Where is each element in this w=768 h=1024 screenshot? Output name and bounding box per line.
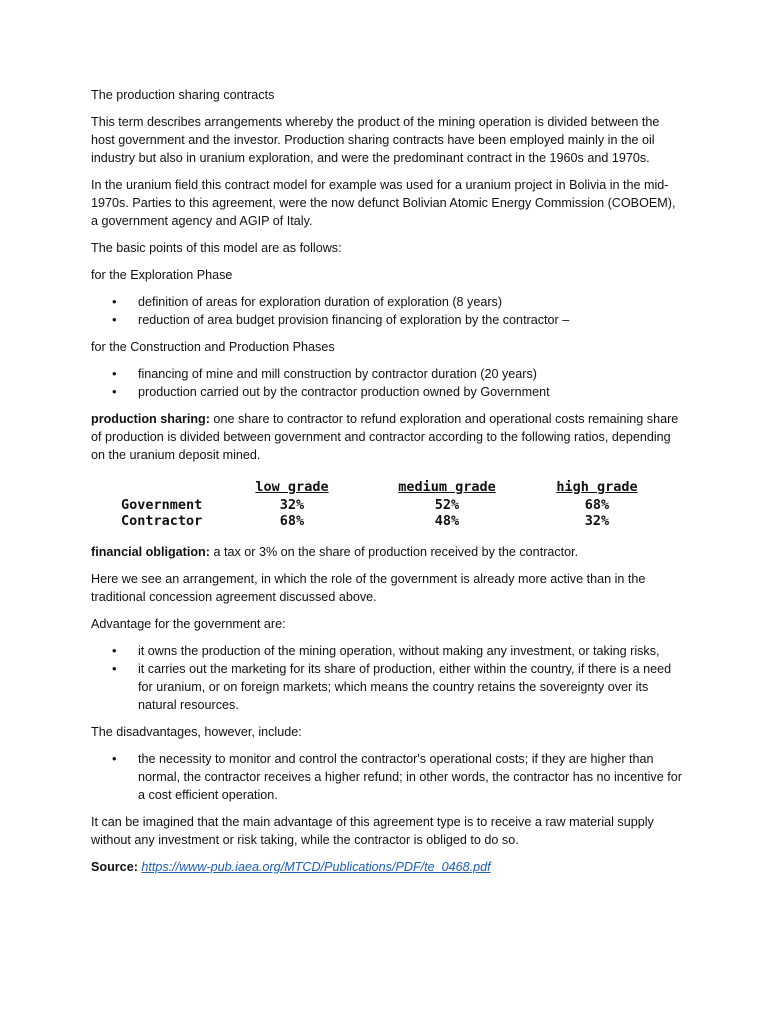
- list-item: • the necessity to monitor and control the contractor's operational costs; if they are higher than normal, the contractor receives a higher refund; in other words, the contractor has no incentive for a cost efficient operation.: [91, 750, 683, 804]
- production-sharing-label: production sharing:: [91, 412, 210, 426]
- row-label-government: Government: [121, 497, 203, 513]
- row-label-contractor: Contractor: [121, 513, 203, 529]
- table-row: [121, 497, 641, 513]
- conclusion-paragraph: It can be imagined that the main advantage of this agreement type is to receive a raw material supply without any investment or risk taking, while the contractor is obliged to do so.: [91, 815, 654, 847]
- production-sharing-text: one share to contractor to refund exploration and operational costs remaining share of production is divided between government and contractor according to the following ratios, depending on the uranium deposit mined.: [91, 412, 679, 462]
- section-heading: The production sharing contracts: [91, 88, 275, 102]
- table-header-low-grade: low grade: [255, 479, 329, 495]
- table-corner-cell: [121, 479, 243, 497]
- basic-points-paragraph: The basic points of this model are as follows:: [91, 241, 342, 255]
- list-item: • it carries out the marketing for its share of production, either within the country, if there is a need for uranium, or on foreign markets; which means the country retains the sovereignty over its natural resources.: [91, 660, 683, 714]
- table-cell: 32%: [584, 513, 610, 529]
- source-link[interactable]: https://www-pub.iaea.org/MTCD/Publications/PDF/te_0468.pdf: [141, 860, 491, 874]
- disadvantages-heading: The disadvantages, however, include:: [91, 725, 302, 739]
- source-line: [91, 858, 683, 876]
- production-sharing-paragraph: [91, 410, 683, 464]
- disadvantages-list: [91, 750, 683, 804]
- table-cell: 68%: [279, 513, 305, 529]
- construction-phase-heading: for the Construction and Production Phases: [91, 340, 335, 354]
- table-cell: 48%: [434, 513, 460, 529]
- production-ratio-table: [121, 479, 641, 529]
- table-cell: 52%: [434, 497, 460, 513]
- advantages-heading: Advantage for the government are:: [91, 617, 286, 631]
- table-row: [121, 513, 641, 529]
- financial-obligation-text: a tax or 3% on the share of production received by the contractor.: [209, 545, 579, 559]
- intro-paragraph: This term describes arrangements whereby the product of the mining operation is divided between the host government and the investor. Production sharing contracts have been employed mainly in the oil industry but also in uranium exploration, and were the predominant contract in the 1960s and 1970s.: [91, 115, 660, 165]
- financial-obligation-label: financial obligation:: [91, 545, 210, 559]
- list-item: • financing of mine and mill construction by contractor duration (20 years): [91, 365, 683, 383]
- list-item: • production carried out by the contractor production owned by Government: [91, 383, 683, 401]
- bolivia-paragraph: In the uranium field this contract model for example was used for a uranium project in Bolivia in the mid-1970s. Parties to this agreement, were the now defunct Bolivian Atomic Energy Commission (COBOEM), a government agency and AGIP of Italy.: [91, 178, 676, 228]
- exploration-phase-list: [91, 293, 683, 329]
- document-body: [91, 86, 683, 885]
- advantages-list: [91, 642, 683, 714]
- table-cell: 32%: [279, 497, 305, 513]
- financial-obligation-paragraph: [91, 543, 683, 561]
- list-item: • definition of areas for exploration duration of exploration (8 years): [91, 293, 683, 311]
- list-item: • it owns the production of the mining operation, without making any investment, or taking risks,: [91, 642, 683, 660]
- table-cell: 68%: [584, 497, 610, 513]
- construction-phase-list: [91, 365, 683, 401]
- exploration-phase-heading: for the Exploration Phase: [91, 268, 233, 282]
- source-label: Source:: [91, 860, 138, 874]
- arrangement-paragraph: Here we see an arrangement, in which the role of the government is already more active than in the traditional concession agreement discussed above.: [91, 572, 646, 604]
- table-header-medium-grade: medium grade: [398, 479, 496, 495]
- list-item: • reduction of area budget provision financing of exploration by the contractor –: [91, 311, 683, 329]
- table-header-high-grade: high grade: [556, 479, 638, 495]
- table-header-row: [121, 479, 641, 497]
